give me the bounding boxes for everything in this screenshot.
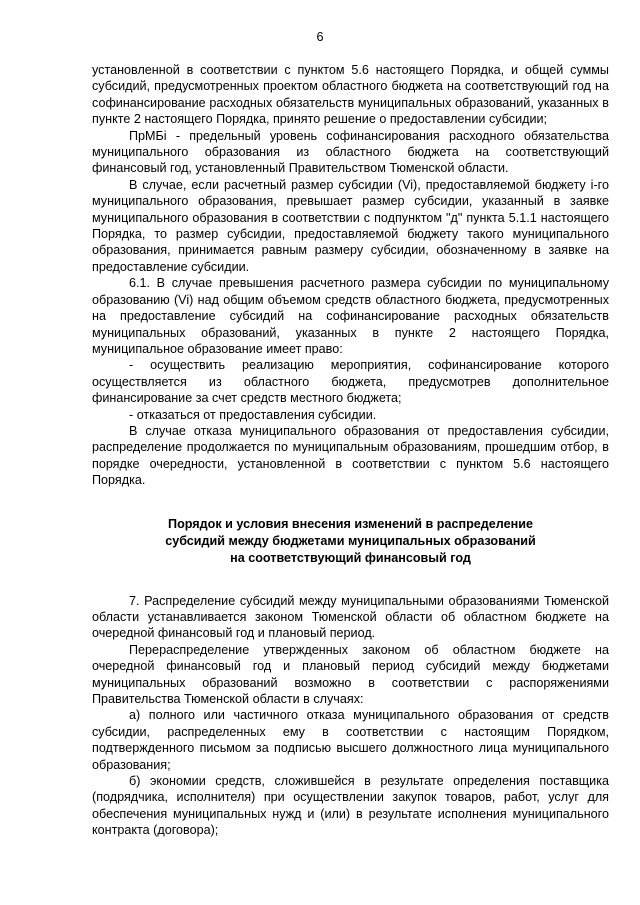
paragraph: Перераспределение утвержденных законом об областном бюджете на очередной финансовый год и плановый период субсидий между бюджетами муниципальных образований возможно в соответствии с распоряжениями Правительства Тюменской области в случаях: [92,642,609,706]
paragraph: б) экономии средств, сложившейся в результате определения поставщика (подрядчика, исполнителя) при осуществлении закупок товаров, работ, услуг для обеспечения муниципальных нужд и (или) в результате исполнения муниципального контракта (договора); [92,774,609,838]
paragraph: 6.1. В случае превышения расчетного размера субсидии по муниципальному образованию (Vi) над общим объемом средств областного бюджета, предусмотренных на предоставление субсидий на софинансирование расходных обязательств муниципальных образований, указанных в пункте 2 настоящего Порядка, муниципальное образование имеет право: [92,276,609,356]
paragraph: 7. Распределение субсидий между муниципальными образованиями Тюменской области устанавливается законом Тюменской области об областном бюджете на очередной финансовый год и плановый период. [92,593,609,641]
heading-line: на соответствующий финансовый год [230,550,471,565]
paragraphs-after-heading [92,593,609,839]
heading-line: субсидий между бюджетами муниципальных образований [165,533,536,548]
paragraph: ПрМБi - предельный уровень софинансирования расходного обязательства муниципального образования из областного бюджета на соответствующий финансовый год, установленный Правительством Тюменской области. [92,128,609,176]
section-heading [92,516,609,567]
paragraph: - осуществить реализацию мероприятия, софинансирование которого осуществляется из областного бюджета, предусмотрев дополнительное финансирование за счет средств местного бюджета; [92,358,609,406]
paragraph: а) полного или частичного отказа муниципального образования от средств субсидии, распределенных ему в соответствии с настоящим Порядком, подтвержденного письмом за подписью высшего должностного лица муниципального образования; [92,708,609,772]
paragraphs-before-heading [92,62,609,489]
page-number: 6 [316,30,324,44]
paragraph: В случае отказа муниципального образования от предоставления субсидии, распределение продолжается по муниципальным образованиям, прошедшим отбор, в порядке очередности, установленной в соответствии с пунктом 5.6 настоящего Порядка. [92,423,609,488]
paragraph: установленной в соответствии с пунктом 5.6 настоящего Порядка, и общей суммы субсидий, предусмотренных проектом областного бюджета на соответствующий год на софинансирование расходных обязательств муниципальных образований, указанных в пункте 2 настоящего Порядка, принято решение о предоставлении субсидии; [92,63,609,127]
heading-line: Порядок и условия внесения изменений в распределение [168,516,533,531]
paragraph: В случае, если расчетный размер субсидии (Vi), предоставляемой бюджету i-го муниципального образования, превышает размер субсидии, указанный в заявке муниципального образования в соответствии с подпунктом "д" пункта 5.1.1 настоящего Порядка, то размер субсидии, предоставляемой бюджету такого муниципального образования, принимается равным размеру субсидии, обозначенному в заявке на предоставление субсидии. [92,177,609,274]
document-body [92,62,609,839]
paragraph: - отказаться от предоставления субсидии. [129,407,377,422]
